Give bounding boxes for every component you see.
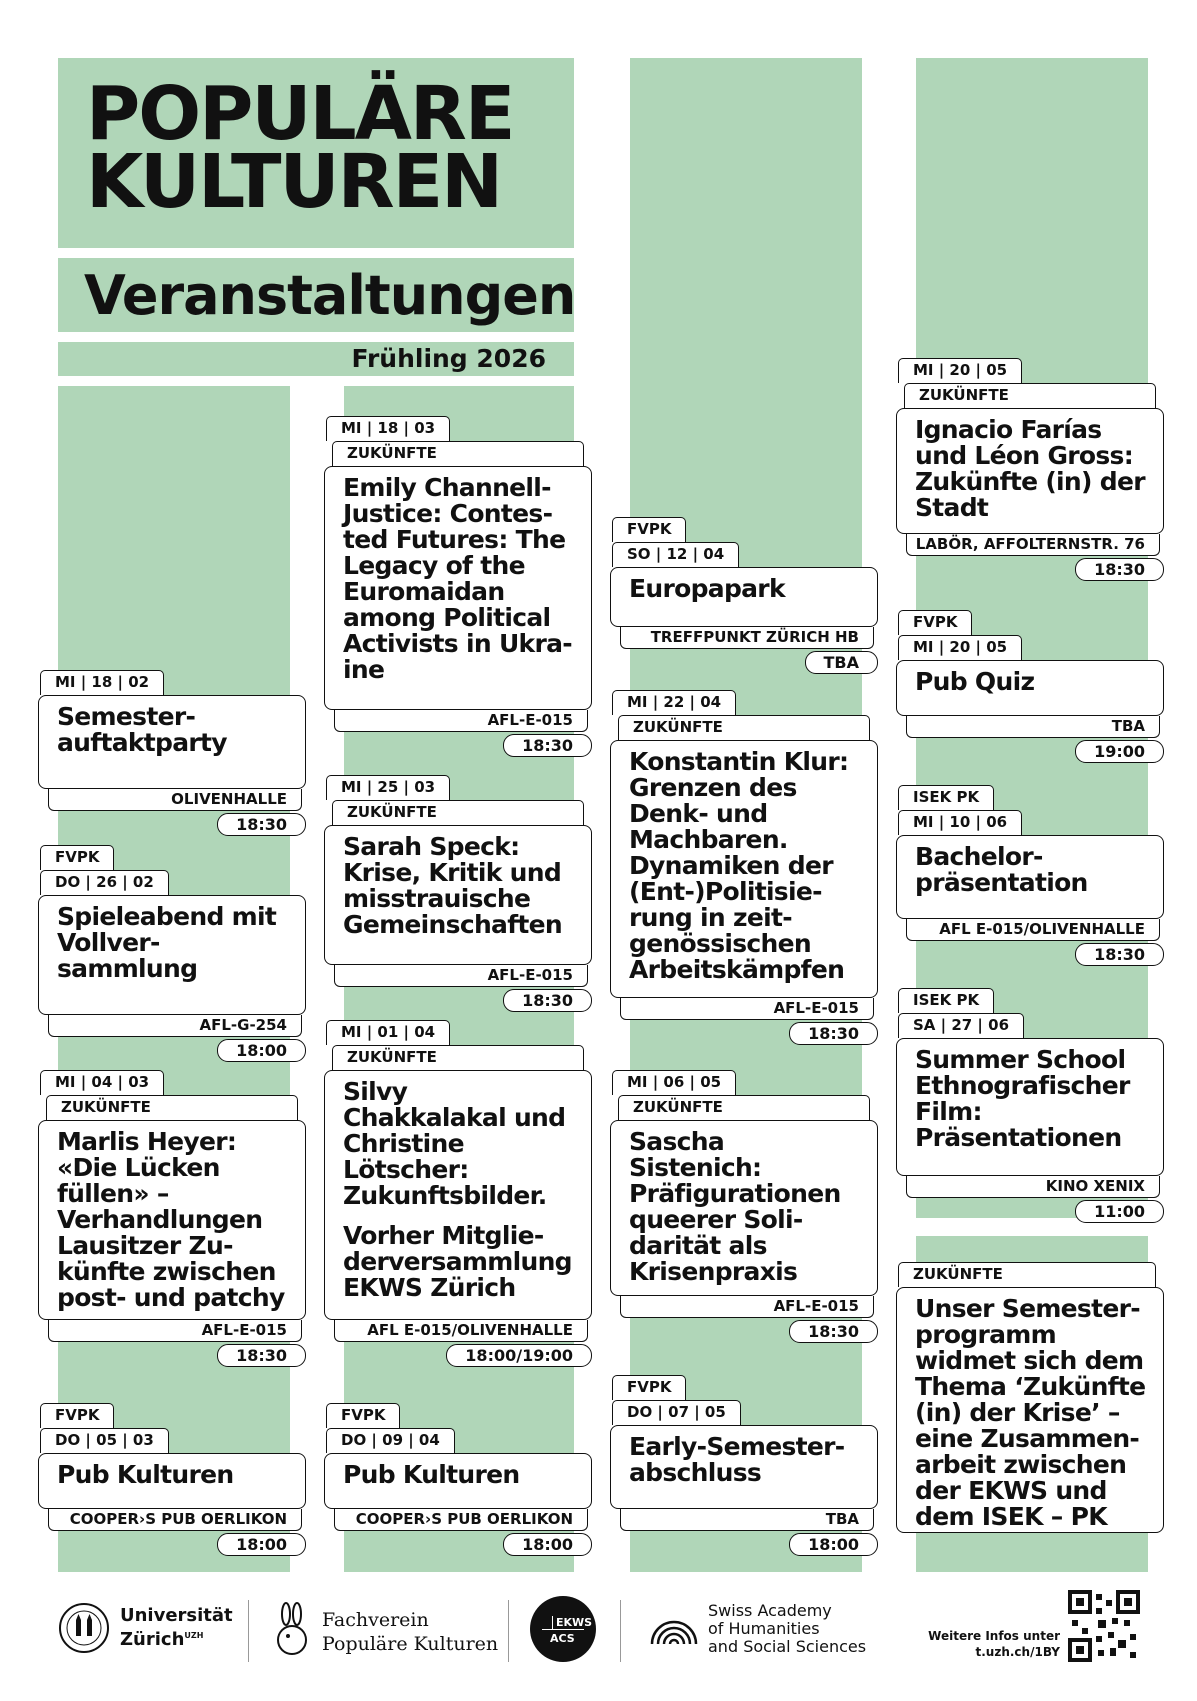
event-title: Spieleabend mit Vollver-sammlung [57,902,277,983]
event-time: 18:30 [789,1022,878,1045]
event-title: Summer School Ethnografischer Film: Präsentationen [915,1045,1130,1152]
event-location: TBA [620,1509,874,1531]
event-time: 19:00 [1075,740,1164,763]
event-box [610,567,878,627]
event-title: Bachelor-präsentation [915,842,1088,897]
event-date: MI | 22 | 04 [612,690,736,715]
event-date: DO | 05 | 03 [40,1428,169,1453]
event-date: SA | 27 | 06 [898,1013,1024,1038]
event-title: Konstantin Klur: Grenzen des Denk- und Machbaren. Dynamiken der (Ent-)Politisie-rung in zeit-genössischen Arbeitskämpfen [629,747,849,984]
event-time: 18:30 [1075,943,1164,966]
footer [0,1590,1197,1701]
event-box [324,1070,592,1320]
event-category: ZUKÜNFTE [618,715,870,740]
event-location: AFL-E-015 [334,965,588,987]
event-card [38,1070,306,1367]
event-time: 18:00 [217,1533,306,1556]
labyrinth-logo-icon [648,1604,700,1650]
event-card [324,1020,592,1367]
event-date: MI | 01 | 04 [326,1020,450,1045]
event-title: Pub Kulturen [343,1460,520,1489]
divider [248,1600,249,1662]
event-location: AFL-E-015 [620,998,874,1020]
subtitle-block [58,258,574,332]
event-title: Silvy Chakkalakal und Christine Lötscher: Zukunftsbilder. [343,1077,566,1210]
event-time: 18:30 [217,813,306,836]
more-info: Weitere Infos unter t.uzh.ch/1BY [920,1628,1060,1660]
event-date: DO | 26 | 02 [40,870,169,895]
event-location: AFL E-015/OLIVENHALLE [334,1320,588,1342]
event-date: MI | 10 | 06 [898,810,1022,835]
event-location: TBA [906,716,1160,738]
uzh-name: Universität Zürich$^{UZH}$ [120,1605,233,1650]
event-title: Pub Quiz [915,667,1035,696]
event-card [324,1403,592,1556]
event-time: 18:00 [503,1533,592,1556]
event-time: 18:00 [217,1039,306,1062]
event-location: OLIVENHALLE [48,789,302,811]
event-location: AFL-E-015 [620,1296,874,1318]
event-time: 18:30 [217,1344,306,1367]
event-location: TREFFPUNKT ZÜRICH HB [620,627,874,649]
rabbit-logo-icon [270,1602,314,1658]
event-location: AFL E-015/OLIVENHALLE [906,919,1160,941]
event-title: Sascha Sistenich: Präfigurationen queerer Soli-darität als Krisenpraxis [629,1127,841,1286]
title-line-2: KULTUREN [86,139,502,225]
info-box [896,1287,1164,1533]
event-category: ZUKÜNFTE [46,1095,298,1120]
event-org: ISEK PK [898,988,994,1013]
event-card [896,785,1164,966]
event-box [324,825,592,965]
event-org: ISEK PK [898,785,994,810]
event-title: Semester-auftaktparty [57,702,227,757]
info-text: Unser Semester-programm widmet sich dem Thema ‘Zukünfte (in) der Krise’ – eine Zusammen-arbeit zwischen der EKWS und dem ISEK – PK [915,1294,1146,1531]
event-box [610,1425,878,1509]
event-card [38,670,306,836]
event-org: FVPK [612,517,686,542]
event-location: AFL-E-015 [334,710,588,732]
event-title-secondary: Vorher Mitglie-derversammlung EKWS Zürich [343,1221,572,1302]
event-category: ZUKÜNFTE [332,441,584,466]
event-location: KINO XENIX [906,1176,1160,1198]
season-block [58,342,574,376]
sagw-name: Swiss Academy of Humanities and Social Sciences [708,1601,867,1656]
event-date: MI | 18 | 02 [40,670,164,695]
event-box [896,408,1164,534]
event-box [38,1120,306,1320]
uzh-seal-icon [58,1602,110,1654]
event-title: Ignacio Farías und Léon Gross: Zukünfte (in) der Stadt [915,415,1145,522]
event-card [896,358,1164,581]
event-title: Emily Channell-Justice: Contes-ted Futures: The Legacy of the Euromaidan among Political Activists in Ukra-ine [343,473,572,684]
event-box [38,1453,306,1509]
event-location: LABÖR, AFFOLTERNSTR. 76 [906,534,1160,556]
event-title: Marlis Heyer: «Die Lücken füllen» – Verhandlungen Lausitzer Zu-künfte zwischen post- und patchy [57,1127,285,1312]
event-title: Early-Semester-abschluss [629,1432,845,1487]
event-time: 18:30 [503,989,592,1012]
event-org: FVPK [40,845,114,870]
event-time: 18:30 [503,734,592,757]
event-date: MI | 18 | 03 [326,416,450,441]
event-time: 18:30 [1075,558,1164,581]
event-card [610,1070,878,1343]
event-date: SO | 12 | 04 [612,542,739,567]
event-card [896,610,1164,763]
event-time: 18:00/19:00 [446,1344,592,1367]
event-date: MI | 20 | 05 [898,358,1022,383]
event-time: 18:30 [789,1320,878,1343]
event-card [610,517,878,674]
title-line-1: POPULÄRE [86,71,514,157]
event-box [610,1120,878,1296]
qr-code-icon[interactable] [1068,1590,1140,1662]
event-box [896,1038,1164,1176]
event-title: Sarah Speck: Krise, Kritik und misstrauische Gemeinschaften [343,832,562,939]
event-category: ZUKÜNFTE [618,1095,870,1120]
event-category: ZUKÜNFTE [904,383,1156,408]
event-box [324,1453,592,1509]
event-box [896,835,1164,919]
event-title: Pub Kulturen [57,1460,234,1489]
event-category: ZUKÜNFTE [898,1262,1156,1287]
event-box [38,895,306,1015]
event-card [38,845,306,1062]
season-label: Frühling 2026 [351,344,546,373]
event-date: DO | 07 | 05 [612,1400,741,1425]
uzh-suffix: UZH [184,1631,204,1640]
event-org: FVPK [612,1375,686,1400]
event-card [324,775,592,1012]
event-location: COOPER›S PUB OERLIKON [334,1509,588,1531]
event-org: FVPK [898,610,972,635]
event-date: DO | 09 | 04 [326,1428,455,1453]
event-box [38,695,306,789]
event-date: MI | 20 | 05 [898,635,1022,660]
event-time: 18:00 [789,1533,878,1556]
event-category: ZUKÜNFTE [332,1045,584,1070]
event-date: MI | 06 | 05 [612,1070,736,1095]
info-card [896,1262,1164,1533]
event-org: FVPK [326,1403,400,1428]
event-title: Europapark [629,574,785,603]
subtitle: Veranstaltungen [84,264,576,327]
divider [508,1600,509,1662]
event-card [610,1375,878,1556]
event-date: MI | 04 | 03 [40,1070,164,1095]
event-category: ZUKÜNFTE [332,800,584,825]
event-org: FVPK [40,1403,114,1428]
event-time: 11:00 [1075,1200,1164,1223]
ekws-logo-icon: EKWS ACS [530,1596,596,1662]
event-card [896,988,1164,1223]
event-box [324,466,592,710]
event-box [610,740,878,998]
title-block [58,58,574,248]
event-location: AFL-G-254 [48,1015,302,1037]
info-url[interactable]: t.uzh.ch/1BY [975,1645,1060,1659]
event-location: AFL-E-015 [48,1320,302,1342]
event-time: TBA [805,651,879,674]
event-card [38,1403,306,1556]
event-box [896,660,1164,716]
event-card [324,416,592,757]
divider [620,1600,621,1662]
event-location: COOPER›S PUB OERLIKON [48,1509,302,1531]
fachverein-name: Fachverein Populäre Kulturen [322,1609,499,1655]
event-date: MI | 25 | 03 [326,775,450,800]
event-card [610,690,878,1045]
